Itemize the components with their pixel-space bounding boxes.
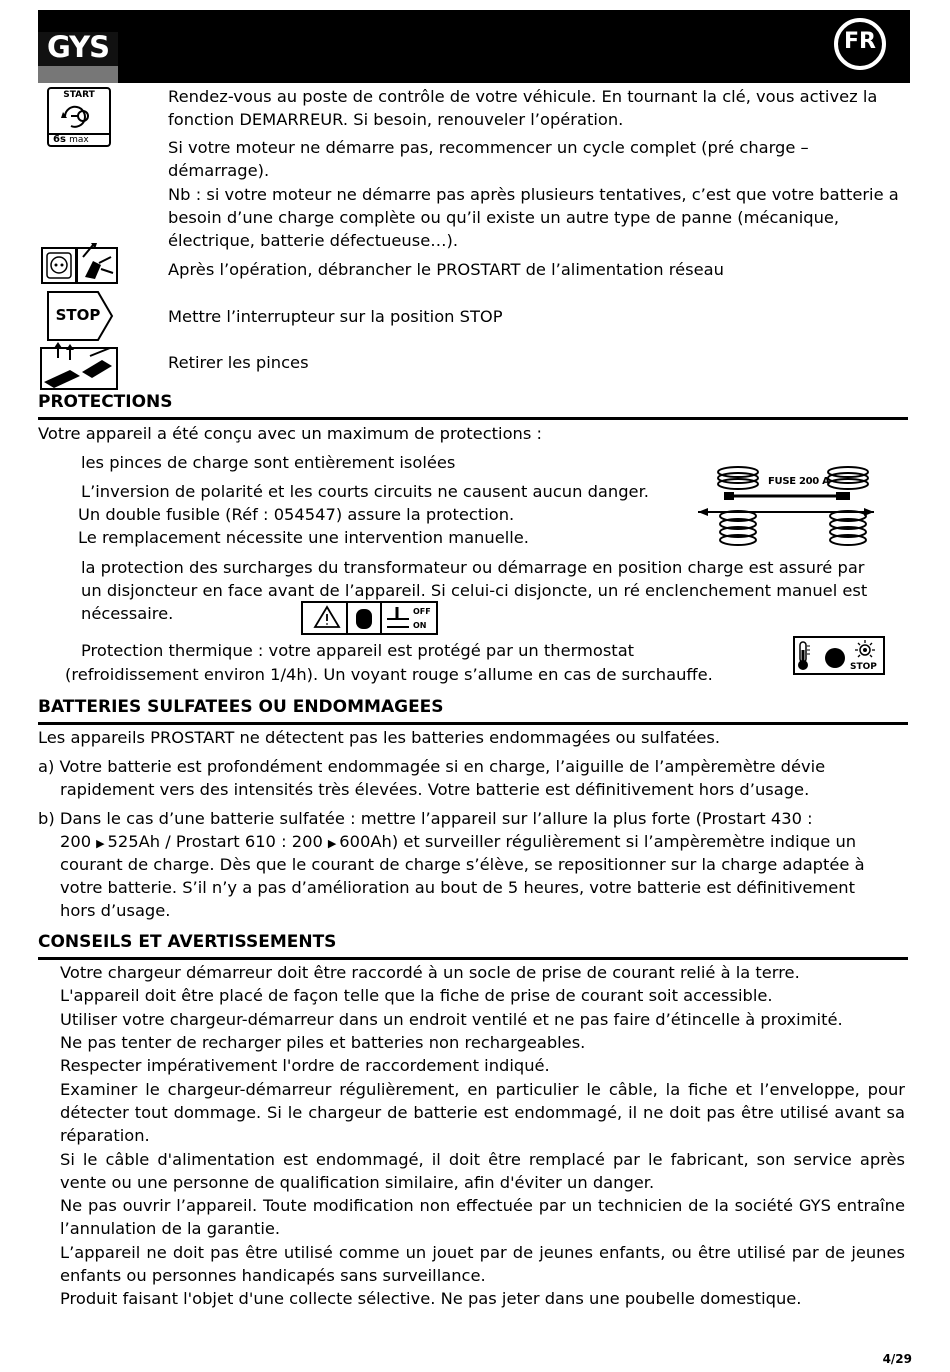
breaker-on-label: ON bbox=[413, 621, 427, 630]
clamps-battery-icon bbox=[40, 342, 118, 390]
breaker-icon bbox=[301, 601, 438, 635]
remove-clamps-text: Retirer les pinces bbox=[168, 353, 309, 372]
range-text-2: 600Ah) et surveiller régulièrement si l’ampèremètre indique un bbox=[339, 832, 857, 851]
batteries-b-line-2 bbox=[60, 830, 856, 855]
protections-item-3-line-1: la protection des surcharges du transformateur ou démarrage en position charge est assuré par bbox=[81, 558, 865, 577]
brand-logo-text: GYS bbox=[46, 30, 110, 64]
remove-clamps-icon bbox=[40, 342, 118, 390]
conseils-title: CONSEILS ET AVERTISSEMENTS bbox=[38, 932, 337, 952]
stop-icon bbox=[46, 290, 114, 342]
range-text-1: 525Ah / Prostart 610 : 200 bbox=[107, 832, 323, 851]
header-bar bbox=[38, 10, 910, 83]
batteries-rule bbox=[38, 722, 908, 725]
protections-item-4-line-2: (refroidissement environ 1/4h). Un voyant rouge s’allume en cas de surchauffe. bbox=[65, 665, 713, 684]
brand-logo-bottom bbox=[38, 66, 118, 83]
protections-title: PROTECTIONS bbox=[38, 392, 173, 412]
start-paragraph-2-line-1: Si votre moteur ne démarre pas, recommencer un cycle complet (pré charge – bbox=[168, 138, 809, 157]
start-icon-label: START bbox=[63, 90, 95, 100]
conseils-item-6: Examiner le chargeur-démarreur régulièrement, en particulier le câble, la fiche et l’enveloppe, pour détecter tout dommage. Si le chargeur de batterie est endommagé, il ne doit pas être utilisé avant sa réparation. bbox=[60, 1080, 905, 1145]
conseils-item-10: Produit faisant l'objet d'une collecte sélective. Ne pas jeter dans une poubelle domestique. bbox=[60, 1289, 802, 1308]
protections-item-1: les pinces de charge sont entièrement isolées bbox=[81, 453, 456, 472]
conseils-item-2: L'appareil doit être placé de façon telle que la fiche de prise de courant soit accessible. bbox=[60, 986, 773, 1005]
page-number: 4/29 bbox=[882, 1352, 912, 1366]
protections-item-2-line-3: Le remplacement nécessite une intervention manuelle. bbox=[78, 528, 529, 547]
batteries-a-line-1: a) Votre batterie est profondément endommagée si en charge, l’aiguille de l’ampèremètre dévie bbox=[38, 757, 826, 776]
batteries-a-line-2: rapidement vers des intensités très élevées. Votre batterie est définitivement hors d’usage. bbox=[60, 780, 810, 799]
protections-item-3-line-3: nécessaire. bbox=[81, 604, 174, 623]
conseils-item-1: Votre chargeur démarreur doit être raccordé à un socle de prise de courant relié à la terre. bbox=[60, 963, 800, 982]
conseils-item-5: Respecter impérativement l'ordre de raccordement indiqué. bbox=[60, 1056, 550, 1075]
conseils-item-4: Ne pas tenter de recharger piles et batteries non rechargeables. bbox=[60, 1033, 586, 1052]
batteries-b-line-3: courant de charge. Dès que le courant de charge s’élève, se repositionner sur la charge adaptée à bbox=[60, 855, 865, 874]
batteries-title: BATTERIES SULFATEES OU ENDOMMAGEES bbox=[38, 697, 444, 717]
unplug-icon bbox=[41, 243, 119, 285]
conseils-item-9: L’appareil ne doit pas être utilisé comme un jouet par de jeunes enfants, ou être utilisé par de jeunes enfants ou personnes handicapés sans surveillance. bbox=[60, 1243, 905, 1285]
plug-socket-icon bbox=[41, 243, 119, 285]
lang-badge-text: FR bbox=[844, 29, 876, 54]
thermal-icon bbox=[793, 636, 885, 675]
protections-item-2-line-1: L’inversion de polarité et les courts circuits ne causent aucun danger. bbox=[81, 482, 649, 501]
conseils-item-8: Ne pas ouvrir l’appareil. Toute modification non effectuée par un technicien de la société GYS entraîne l’annulation de la garantie. bbox=[60, 1196, 905, 1238]
protections-rule bbox=[38, 417, 908, 420]
start-paragraph-1: Rendez-vous au poste de contrôle de votre véhicule. En tournant la clé, vous activez la fonction DEMARREUR. Si besoin, renouveler l’opération. bbox=[168, 87, 878, 129]
protections-item-3-line-2: un disjoncteur en face avant de l’appareil. Si celui-ci disjoncte, un ré enclenchement manuel est bbox=[81, 581, 868, 600]
key-icon bbox=[59, 102, 99, 130]
unplug-text: Après l’opération, débrancher le PROSTART de l’alimentation réseau bbox=[168, 260, 724, 279]
fuse-icon bbox=[696, 464, 878, 548]
range-start-1: 200 bbox=[60, 832, 92, 851]
protections-item-2-line-2: Un double fusible (Réf : 054547) assure la protection. bbox=[78, 505, 515, 524]
batteries-b-line-5: hors d’usage. bbox=[60, 901, 171, 920]
batteries-intro: Les appareils PROSTART ne détectent pas les batteries endommagées ou sulfatées. bbox=[38, 728, 721, 747]
arrow-right-icon: ▶ bbox=[96, 837, 105, 850]
fuse-icon-label: FUSE 200 A bbox=[768, 476, 830, 487]
conseils-item-3: Utiliser votre chargeur-démarreur dans un endroit ventilé et ne pas faire d’étincelle à proximité. bbox=[60, 1010, 843, 1029]
conseils-rule bbox=[38, 957, 908, 960]
stop-switch-text: Mettre l’interrupteur sur la position STOP bbox=[168, 307, 503, 326]
batteries-b-line-4: votre batterie. S’il n’y a pas d’amélioration au bout de 5 heures, votre batterie est définitivement bbox=[60, 878, 855, 897]
batteries-b-line-1: b) Dans le cas d’une batterie sulfatée : mettre l’appareil sur l’allure la plus forte (Prostart 430 : bbox=[38, 809, 813, 828]
start-paragraph-2-line-2: démarrage). bbox=[168, 161, 270, 180]
protections-item-4-line-1: Protection thermique : votre appareil est protégé par un thermostat bbox=[81, 641, 635, 660]
conseils-item-7: Si le câble d'alimentation est endommagé, il doit être remplacé par le fabricant, son service après vente ou une personne de qualification similaire, afin d'éviter un danger. bbox=[60, 1150, 905, 1192]
thermal-stop-label: STOP bbox=[850, 662, 877, 672]
arrow-right-icon: ▶ bbox=[327, 837, 337, 850]
start-icon-time: 6s max bbox=[53, 134, 89, 145]
stop-icon-label: STOP bbox=[55, 306, 101, 324]
brand-logo bbox=[38, 10, 118, 83]
start-paragraph-3: Nb : si votre moteur ne démarre pas après plusieurs tentatives, c’est que votre batterie a besoin d’une charge complète ou qu’il existe un autre type de panne (mécanique, électrique, batterie défectueuse…). bbox=[168, 185, 899, 250]
start-icon bbox=[47, 87, 111, 147]
breaker-off-label: OFF bbox=[413, 607, 431, 616]
protections-intro: Votre appareil a été conçu avec un maximum de protections : bbox=[38, 424, 542, 443]
brand-logo-stripe bbox=[38, 10, 118, 32]
